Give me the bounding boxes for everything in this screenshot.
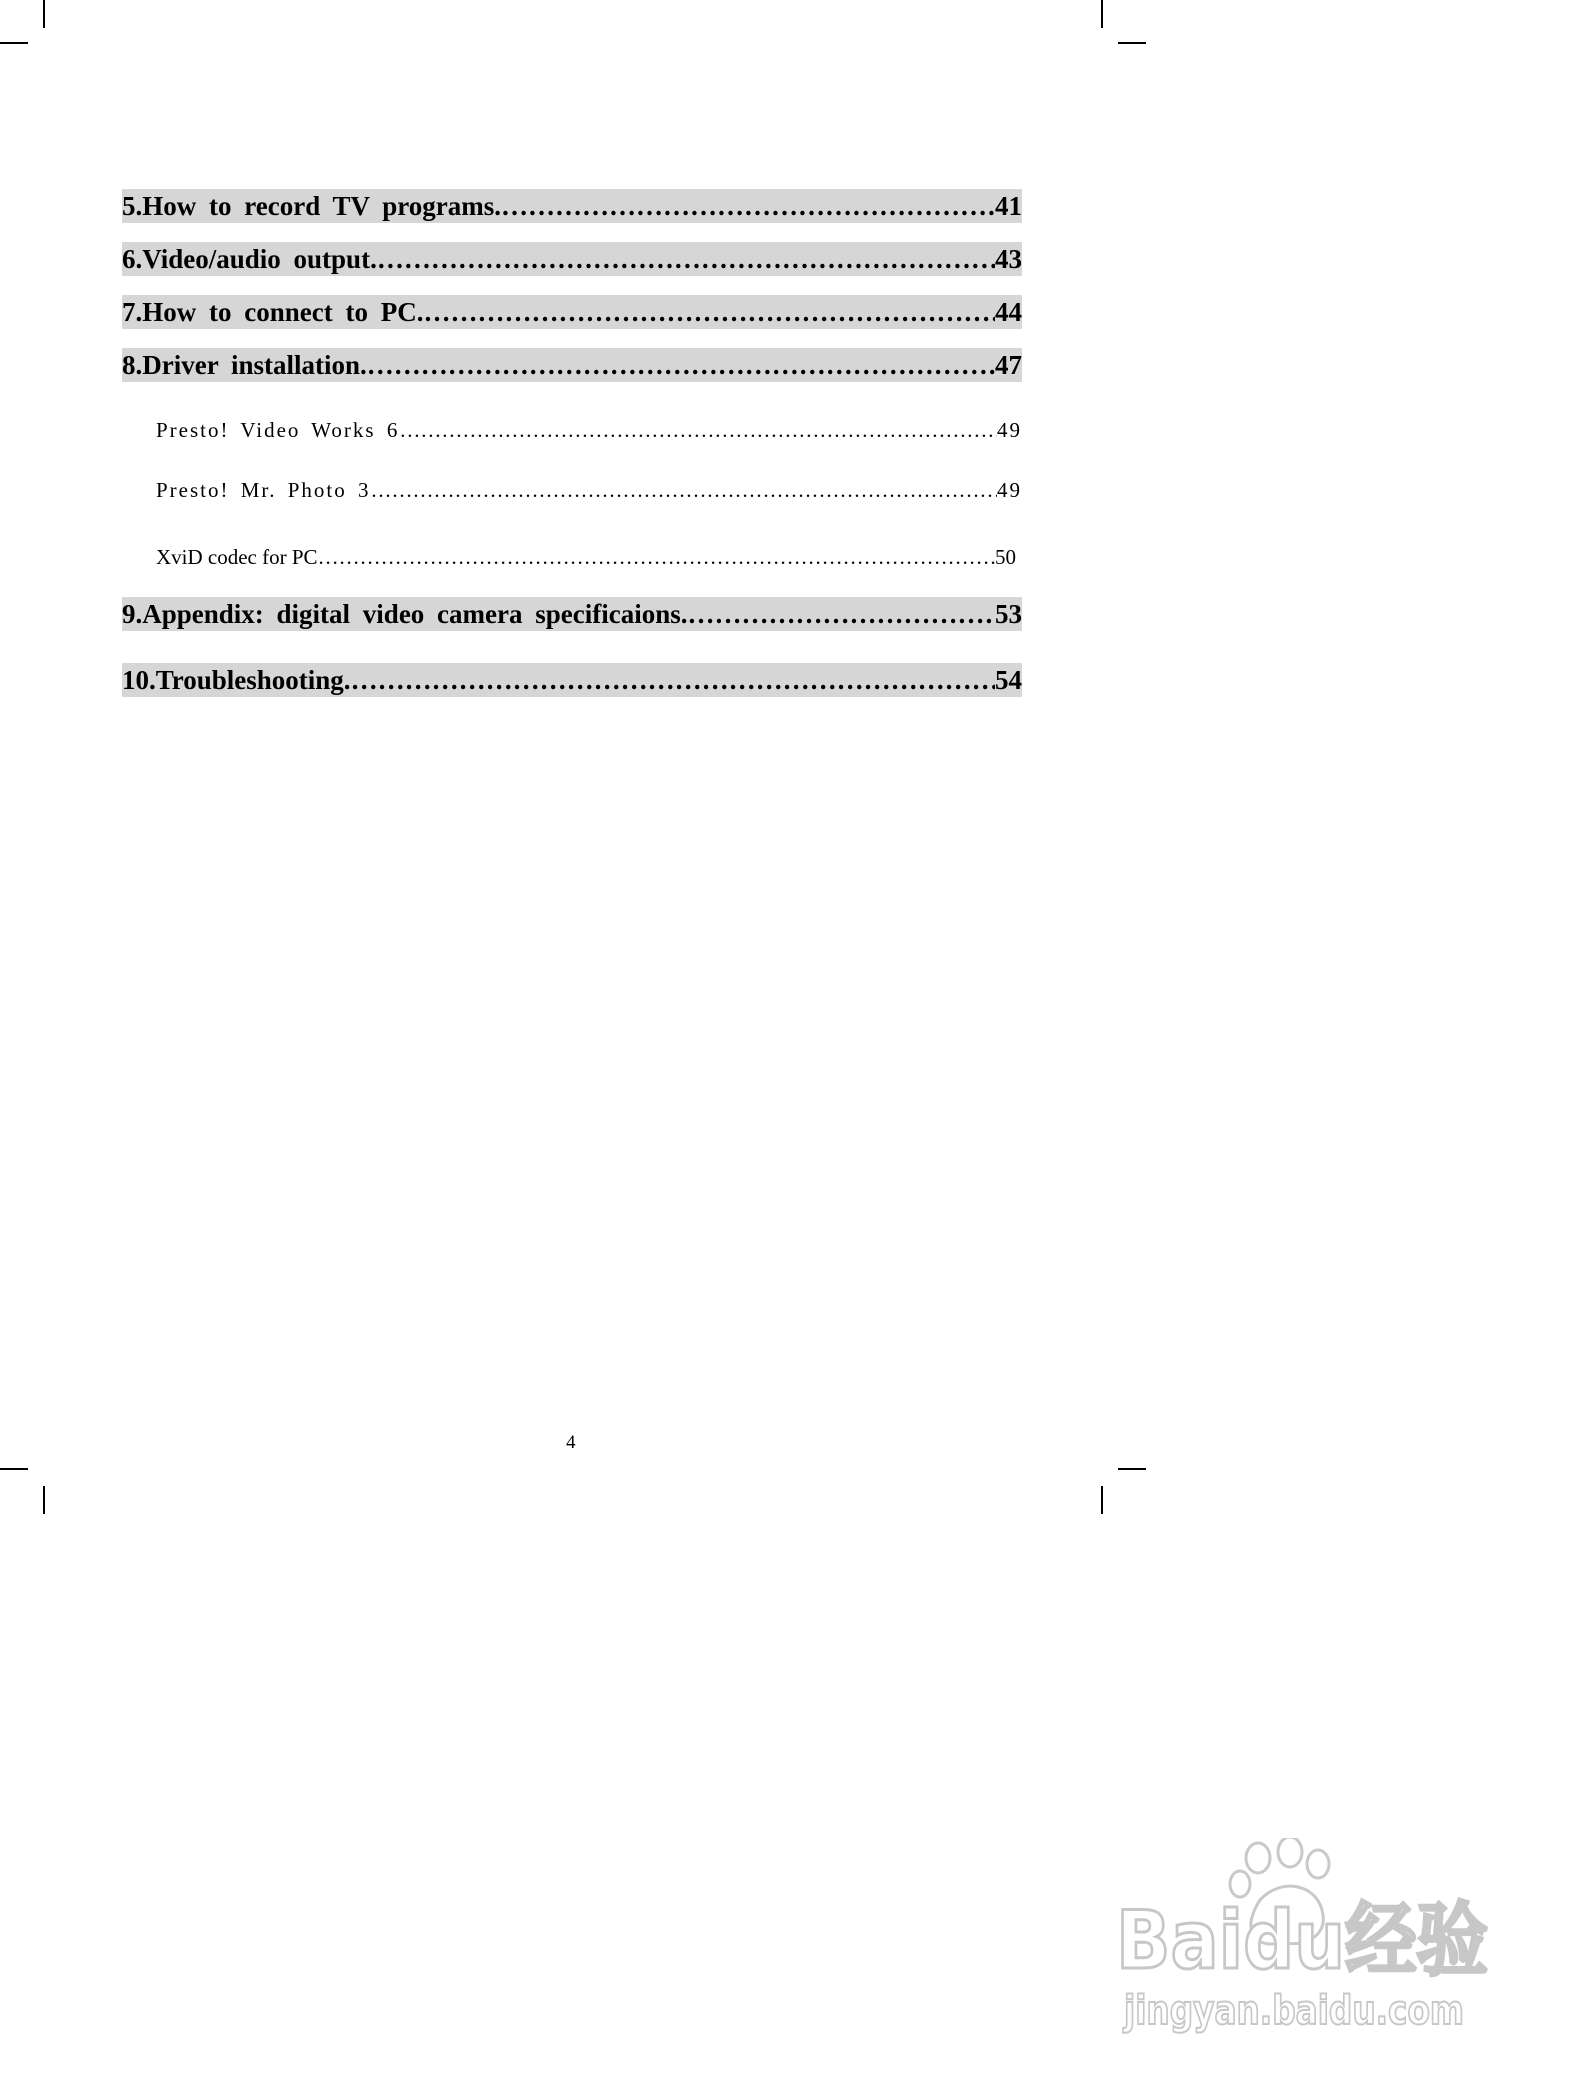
crop-mark-top-left-h — [0, 42, 28, 44]
toc-leader-dots — [423, 297, 995, 328]
toc-leader-dots — [377, 244, 995, 275]
toc-entry-title: 8.Driver installation. — [122, 349, 367, 380]
toc-leader-dots — [318, 545, 995, 570]
toc-entry-appendix — [122, 597, 1022, 631]
toc-entry-title: Presto! Mr. Photo 3 — [156, 477, 371, 502]
toc-leader-dots — [371, 478, 997, 503]
crop-mark-bottom-left-h — [0, 1468, 28, 1470]
toc-entry-title: 9.Appendix: digital video camera specificaions. — [122, 598, 688, 629]
crop-mark-bottom-left-v — [43, 1486, 45, 1514]
toc-entry-connect-pc — [122, 295, 1022, 329]
toc-entry-page: 54 — [995, 664, 1022, 695]
watermark-url: jingyan.baidu.com — [1122, 1988, 1464, 2034]
page-number: 4 — [566, 1432, 576, 1453]
baidu-jingyan-watermark — [1110, 1838, 1500, 2038]
toc-entry-title: 7.How to connect to PC. — [122, 296, 424, 327]
toc-entry-title: 6.Video/audio output. — [122, 243, 377, 274]
toc-subentry-xvid-codec — [122, 542, 1016, 572]
toc-leader-dots — [688, 599, 996, 630]
toc-entry-title: 10.Troubleshooting. — [122, 664, 351, 695]
toc-entry-video-audio-output — [122, 242, 1022, 276]
watermark-brand: Baidu经验 — [1116, 1894, 1488, 1987]
toc-entry-driver-installation — [122, 348, 1022, 382]
toc-subentry-mr-photo — [122, 475, 1022, 505]
toc-entry-record-tv — [122, 189, 1022, 223]
toc-entry-page: 50 — [995, 544, 1016, 569]
toc-entry-title: XviD codec for PC — [156, 544, 318, 569]
crop-mark-top-right-h — [1118, 42, 1146, 44]
toc-leader-dots — [501, 191, 995, 222]
toc-entry-page: 43 — [995, 243, 1022, 274]
toc-subentry-video-works — [122, 415, 1022, 445]
toc-leader-dots — [399, 418, 997, 443]
toc-leader-dots — [351, 665, 995, 696]
toc-entry-page: 49 — [997, 477, 1022, 502]
toc-entry-page: 49 — [997, 417, 1022, 442]
toc-entry-page: 53 — [995, 598, 1022, 629]
toc-entry-page: 44 — [995, 296, 1022, 327]
crop-mark-bottom-right-h — [1118, 1468, 1146, 1470]
crop-mark-top-left-v — [43, 0, 45, 28]
toc-entry-title: Presto! Video Works 6 — [156, 417, 400, 442]
toc-entry-page: 41 — [995, 190, 1022, 221]
toc-entry-title: 5.How to record TV programs. — [122, 190, 501, 221]
toc-leader-dots — [367, 350, 995, 381]
toc-entry-troubleshooting — [122, 663, 1022, 697]
toc-entry-page: 47 — [995, 349, 1022, 380]
crop-mark-bottom-right-v — [1101, 1486, 1103, 1514]
crop-mark-top-right-v — [1101, 0, 1103, 28]
